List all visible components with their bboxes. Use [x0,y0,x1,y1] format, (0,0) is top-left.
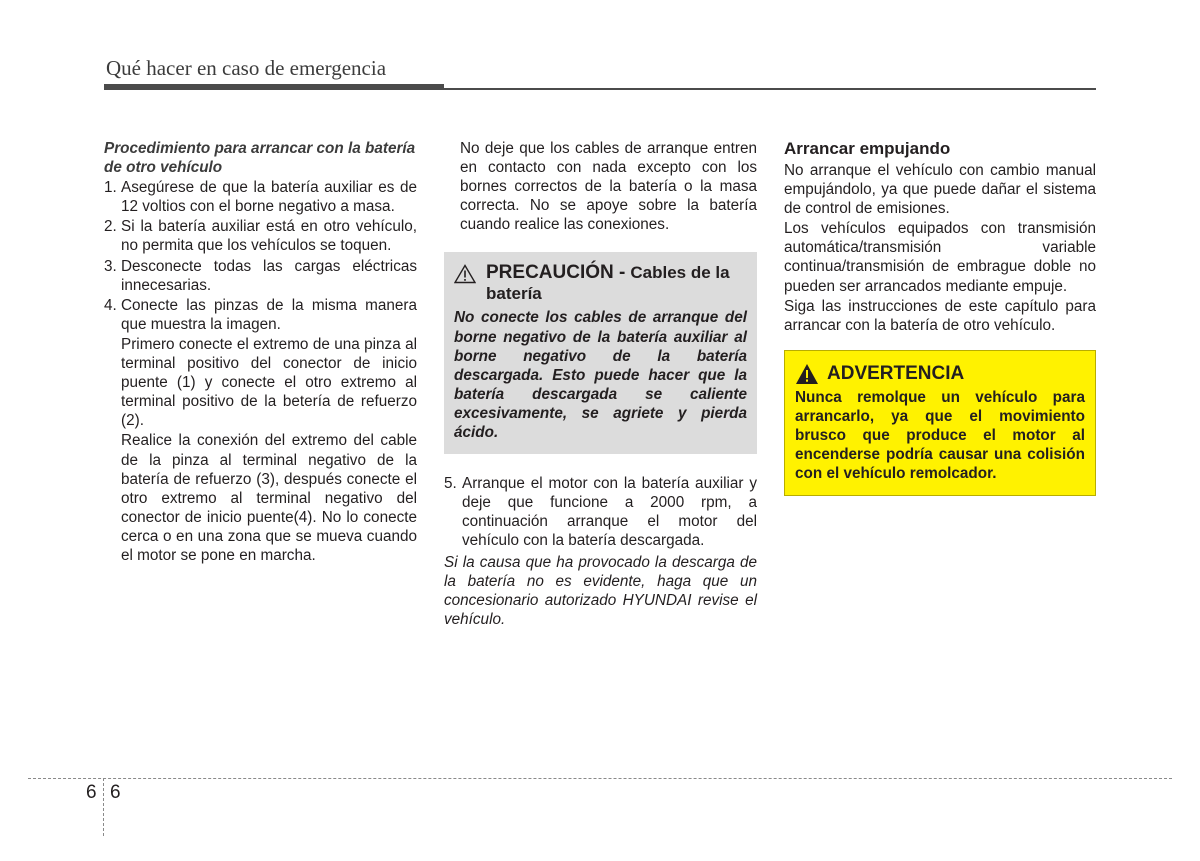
step-item [104,178,417,216]
step4-paragraph-1: Primero conecte el extremo de una pinza al terminal positivo del conector de inicio puente (1) y conecte el otro extremo al terminal positivo de la betería de refuerzo (2). [121,335,417,430]
caution-box [444,252,757,454]
step-text: Desconecte todas las cargas eléctricas innecesarias. [121,257,417,294]
step-item [104,257,417,295]
warning-title: ADVERTENCIA [827,362,965,384]
warning-triangle-icon [795,363,819,385]
step4-paragraph-2: Realice la conexión del extremo del cable de la pinza al terminal negativo de la batería de refuerzo (3), después conecte el otro extremo al terminal negativo del conector de inicio puente(4). No lo conecte cerca o en una zona que se mueva cuando el motor se pone en marcha. [121,432,417,564]
cables-intro-paragraph: No deje que los cables de arranque entren en contacto con nada excepto con los bornes correctos de la batería o la masa correcta. No se apoye sobre la batería cuando realice las conexiones. [460,140,757,234]
step-number: 1. [104,179,117,197]
procedure-subheading: Procedimiento para arrancar con la batería de otro vehículo [104,140,416,177]
push-start-paragraph-3: Siga las instrucciones de este capítulo para arrancar con la batería de otro vehículo. [784,297,1096,334]
header-rule-thick [104,84,444,90]
step-text: Asegúrese de que la batería auxiliar es de 12 voltios con el borne negativo a masa. [121,179,417,216]
footer-dotted-divider [103,778,104,836]
step-text: Conecte las pinzas de la misma manera que muestra la imagen. [121,296,417,333]
page-number: 6 [110,782,121,803]
step-number: 5. [444,475,457,493]
warning-title-row [795,363,1085,385]
dealer-note: Si la causa que ha provocado la descarga de la batería no es evidente, haga que un concesionario autorizado HYUNDAI revise el vehículo. [444,553,757,628]
caution-title [454,262,747,304]
warning-box [784,350,1096,496]
step-text: Arranque el motor con la batería auxiliar y deje que funcione a 2000 rpm, a continuación arranque el motor del vehículo con la batería descargada. [462,475,757,550]
column-left [104,139,417,566]
push-start-paragraph-2: Los vehículos equipados con transmisión automática/transmisión variable continua/transmisión de embrague doble no pueden ser arrancados mediante empuje. [784,220,1096,295]
step-text: Si la batería auxiliar está en otro vehículo, no permita que los vehículos se toquen. [121,218,417,255]
step-item [444,474,757,550]
step-number: 4. [104,296,117,314]
caution-title-main: PRECAUCIÓN - [486,262,626,284]
caution-body: No conecte los cables de arranque del borne negativo de la batería auxiliar al borne negativo de la batería descargada. Esto puede hacer que la batería descargada se caliente excesivamente, se agriete y pierda ácido. [454,309,747,442]
step-number: 2. [104,218,117,236]
column-right [784,139,1096,496]
step-item [104,296,417,334]
warning-body: Nunca remolque un vehículo para arrancarlo, ya que el movimiento brusco que produce el motor al encenderse podría causar una colisión con el vehículo remolcador. [795,388,1085,483]
step-item [104,217,417,255]
push-start-paragraph-1: No arranque el vehículo con cambio manual empujándolo, ya que puede dañar el sistema de control de emisiones. [784,162,1096,218]
step-number: 3. [104,257,117,275]
caution-triangle-icon [454,264,478,289]
caution-title-sub: Cables de la batería [486,263,730,304]
header-rule-thin [444,88,1096,90]
column-middle [444,139,757,629]
footer-dotted-rule [28,778,1172,779]
page-header-title: Qué hacer en caso de emergencia [106,56,387,80]
push-start-heading: Arrancar empujando [784,139,951,158]
chapter-number: 6 [86,782,97,803]
